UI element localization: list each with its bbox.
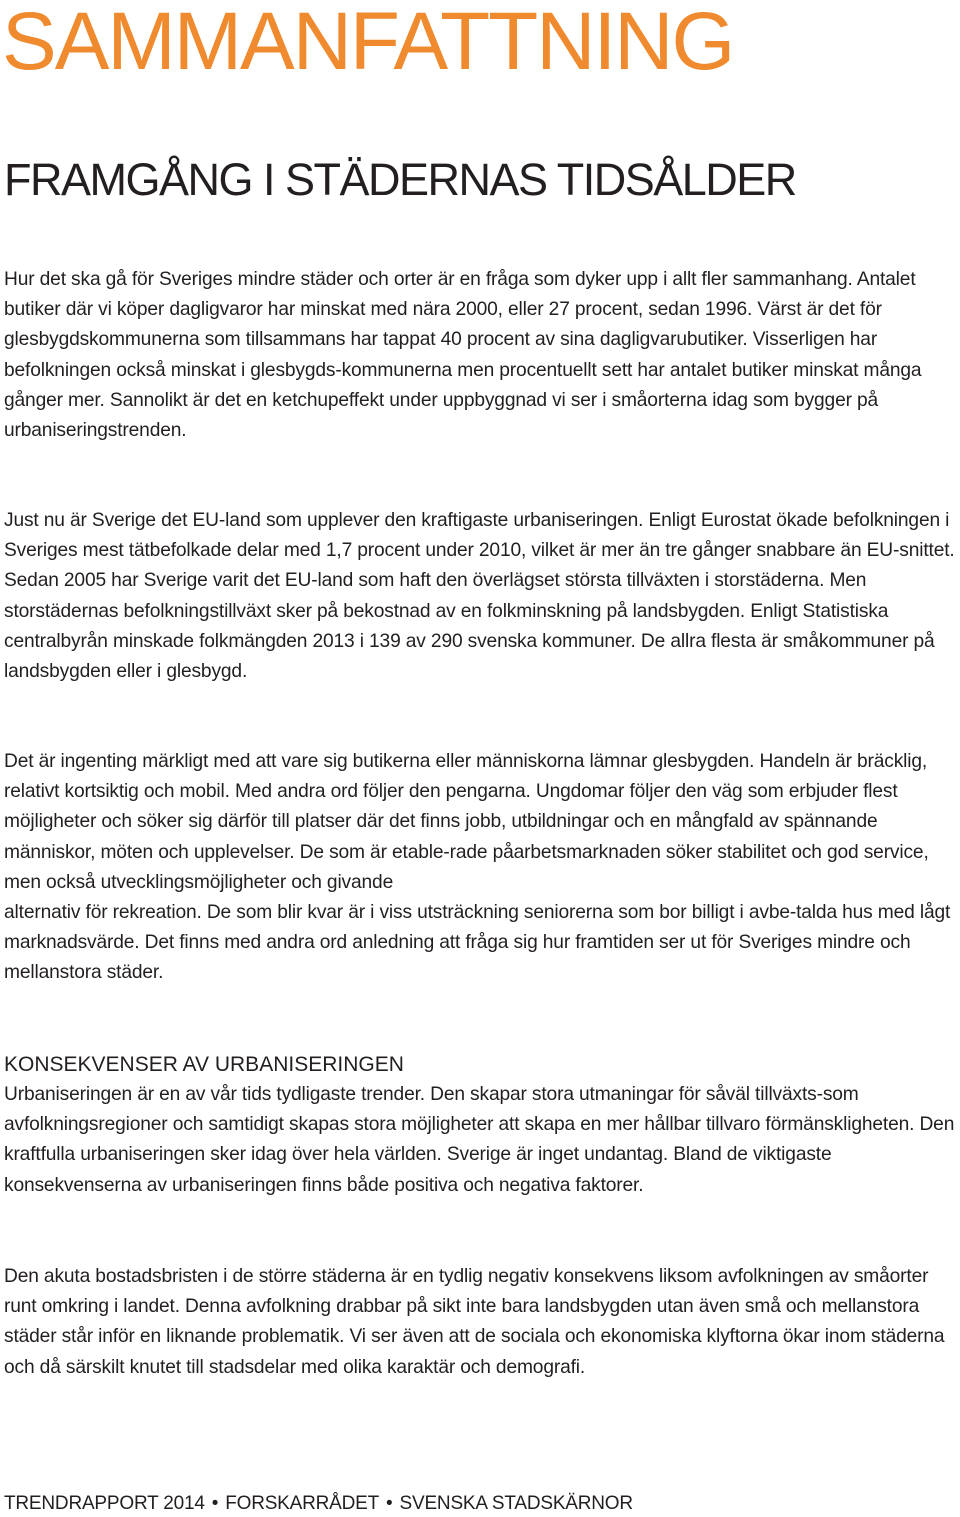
paragraph-1: Hur det ska gå för Sveriges mindre städer och orter är en fråga som dyker upp i allt fler sammanhang. Antalet butiker där vi köper dagligvaror har minskat med nära 2000, eller 27 procent, sedan 1996. Värst är det för glesbygdskommunerna som tillsammans har tappat 40 procent av sina dagligvarubutiker. Visserligen har befolkningen också minskat i glesbygds-kommunerna men procentuellt sett har antalet butiker minskat många gånger mer. Sannolikt är det en ketchupeffekt under uppbyggnad vi ser i småorterna idag som bygger på urbaniseringstrenden. [4, 269, 922, 442]
footer-separator: • [386, 1493, 393, 1514]
footer-separator: • [211, 1493, 219, 1514]
page-footer [4, 1491, 633, 1517]
paragraph-3-block [4, 747, 960, 989]
paragraph-3-continuation: alternativ för rekreation. De som blir kvar är i viss utsträckning seniorerna som bor billigt i avbe-talda hus med lågt marknadsvärde. Det finns med andra ord anledning att fråga sig hur framtiden ser ut för Sveriges mindre och mellanstora städer. [4, 902, 951, 984]
page-title: SAMMANFATTNING [2, 0, 734, 87]
paragraph-3: Det är ingenting märkligt med att vare sig butikerna eller människorna lämnar glesbygden. Handeln är bräcklig, relativt kortsiktig och mobil. Med andra ord följer den pengarna. Ungdomar följer den väg som erbjuder flest möjligheter och söker sig därför till platser där det finns jobb, utbildningar och en mångfald av spännande människor, möten och upplevelser. De som är etable-rade påarbetsmarknaden söker stabilitet och god service, men också utvecklingsmöjligheter och givande [4, 751, 929, 893]
section-paragraph-2: Den akuta bostadsbristen i de större städerna är en tydlig negativ konsekvens liksom avfolkningen av småorter runt omkring i landet. Denna avfolkning drabbar på sikt inte bara landsbygden utan även små och mellanstora städer står inför en liknande problematik. Vi ser även att de sociala och ekonomiska klyftorna ökar inom städerna och då särskilt knutet till stadsdelar med olika karaktär och demografi. [4, 1266, 945, 1378]
paragraph-2: Just nu är Sverige det EU-land som upplever den kraftigaste urbaniseringen. Enligt Eurostat ökade befolkningen i Sveriges mest tätbefolkade delar med 1,7 procent under 2010, vilket är mer än tre gånger snabbare än EU-snittet. Sedan 2005 har Sverige varit det EU-land som haft den överlägset största tillväxten i storstäderna. Men storstädernas befolkningstillväxt sker på bekostnad av en folkminskning på landsbygden. Enligt Statistiska centralbyrån minskade folkmängden 2013 i 139 av 290 svenska kommuner. De allra flesta är småkommuner på landsbygden eller i glesbygd. [4, 510, 955, 683]
section-heading: KONSEKVENSER AV URBANISERINGEN [4, 1053, 404, 1076]
footer-publisher: SVENSKA STADSKÄRNOR [399, 1493, 633, 1514]
page-subtitle: FRAMGÅNG I STÄDERNAS TIDSÅLDER [4, 154, 796, 205]
section-paragraph-1: Urbaniseringen är en av vår tids tydligaste trender. Den skapar stora utmaningar för såväl tillväxts-som avfolkningsregioner och samtidigt skapas stora möjligheter att skapa en mer hållbar tillvaro förmänskligheten. Den kraftfulla urbaniseringen sker idag över hela världen. Sverige är inget undantag. Bland de viktigaste konsekvenserna av urbaniseringen finns både positiva och negativa faktorer. [4, 1084, 955, 1196]
footer-report-name: TRENDRAPPORT 2014 [4, 1493, 205, 1514]
footer-organization: FORSKARRÅDET [225, 1493, 380, 1514]
